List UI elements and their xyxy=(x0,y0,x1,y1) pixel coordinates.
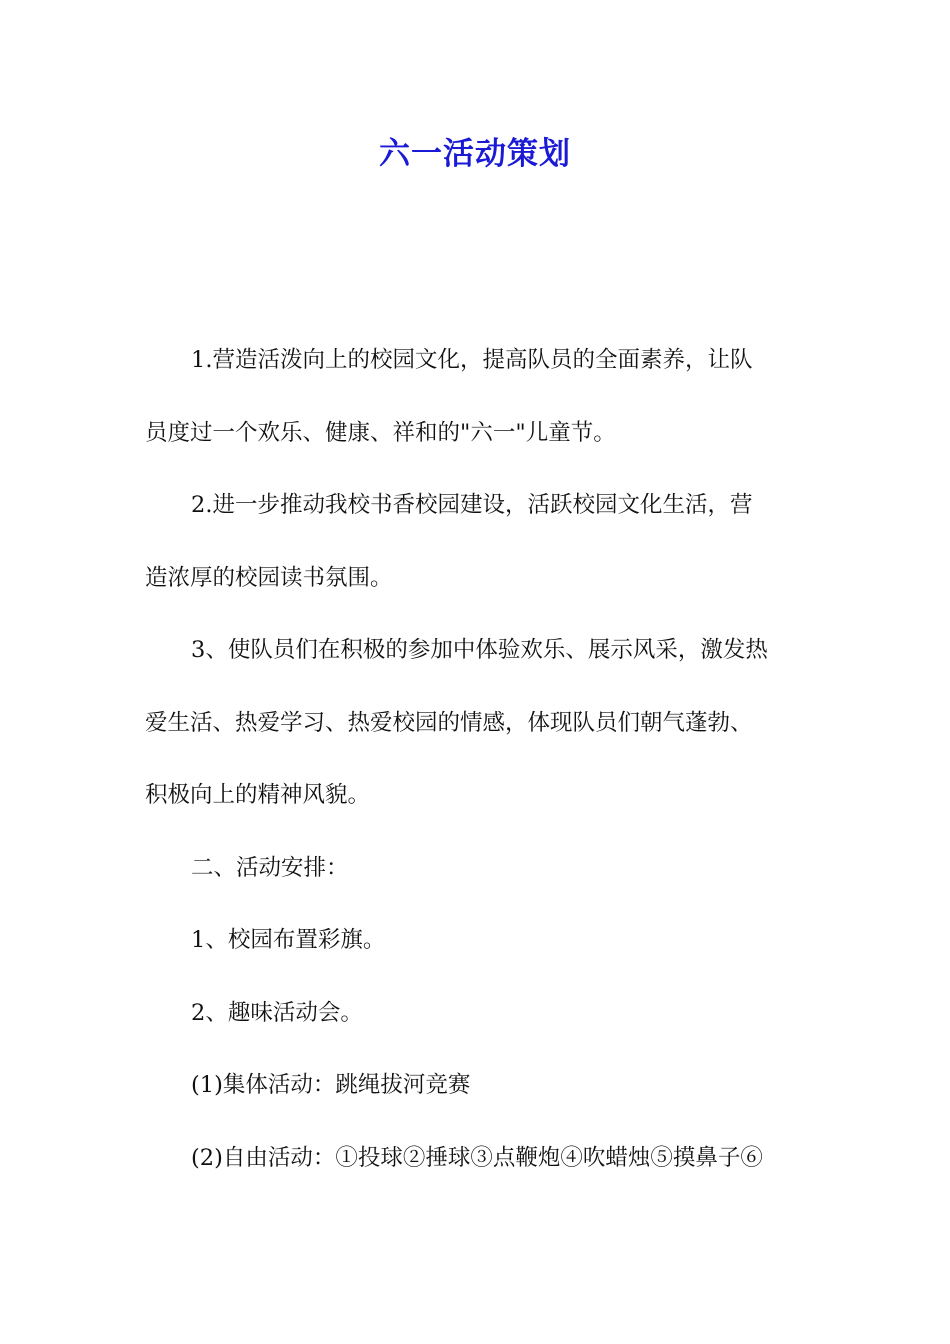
list-item: 1、校园布置彩旗。 xyxy=(191,927,386,953)
paragraph-line: 3、使队员们在积极的参加中体验欢乐、展示风采，激发热 xyxy=(191,637,768,663)
list-item: (2)自由活动：①投球②捶球③点鞭炮④吹蜡烛⑤摸鼻子⑥ xyxy=(191,1144,763,1171)
document-title: 六一活动策划 xyxy=(379,136,571,172)
list-item: (1)集体活动：跳绳拔河竞赛 xyxy=(191,1072,471,1098)
paragraph-line: 爱生活、热爱学习、热爱校园的情感，体现队员们朝气蓬勃、 xyxy=(145,709,753,736)
document-body xyxy=(145,334,810,1204)
paragraph-line: 员度过一个欢乐、健康、祥和的"六一"儿童节。 xyxy=(145,419,616,446)
paragraph-line: 1.营造活泼向上的校园文化，提高队员的全面素养，让队 xyxy=(191,347,753,373)
list-item: 2、趣味活动会。 xyxy=(191,999,363,1026)
paragraph-line: 造浓厚的校园读书氛围。 xyxy=(145,564,393,591)
section-heading: 二、活动安排： xyxy=(191,854,349,881)
paragraph-line: 积极向上的精神风貌。 xyxy=(145,782,371,808)
paragraph-line: 2.进一步推动我校书香校园建设，活跃校园文化生活，营 xyxy=(191,492,753,518)
